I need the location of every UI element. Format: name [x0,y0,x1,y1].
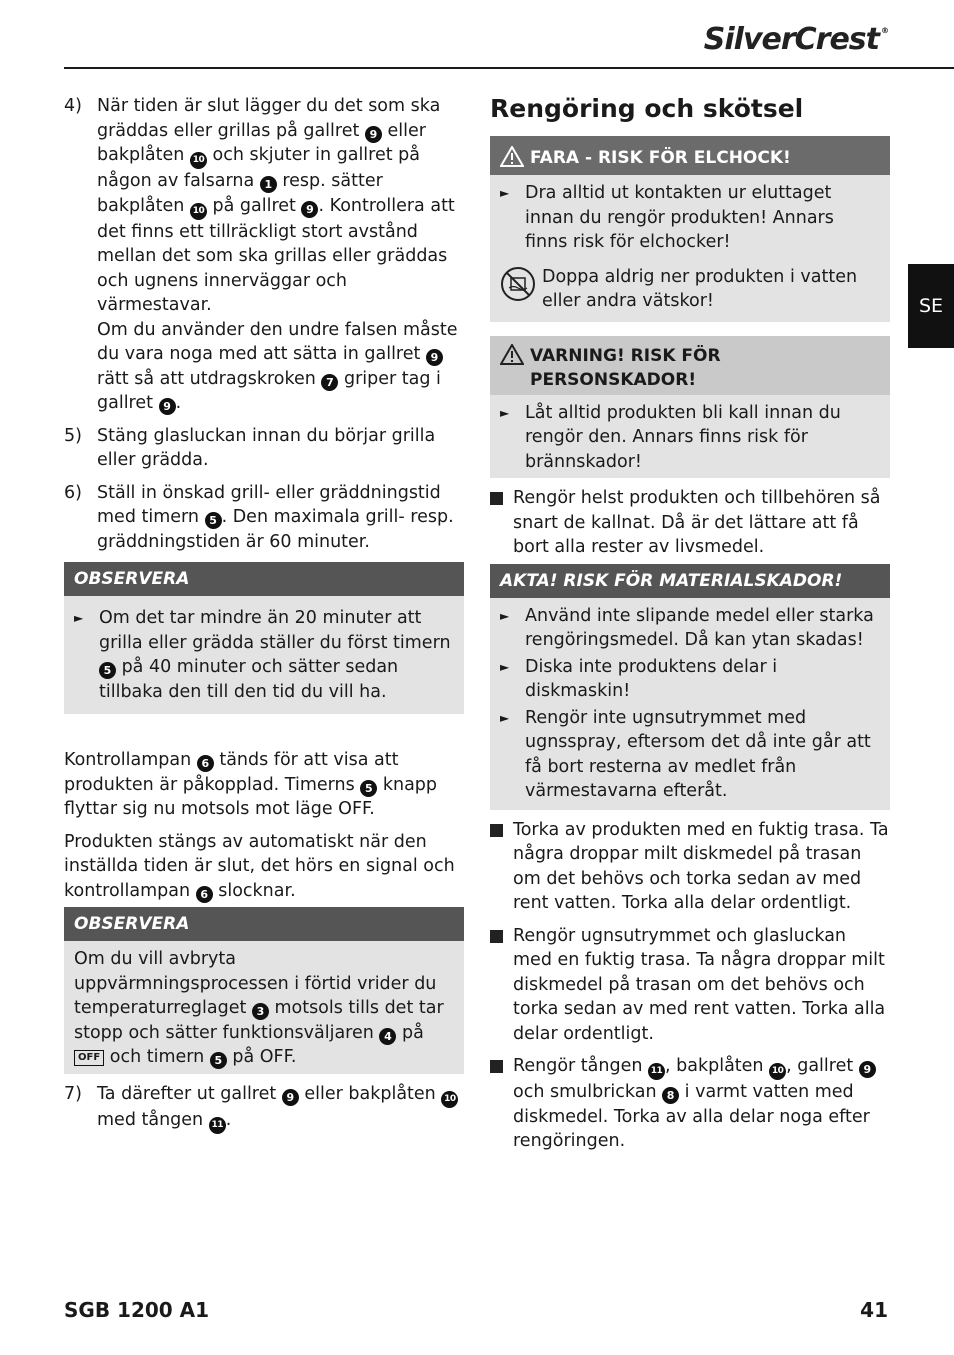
ref-10: 10 [190,203,207,220]
cleaning-instruction: Rengör helst produkten och tillbehören så snart de kallnat. Då är det lättare att få bort alla rester av livsmedel. [490,486,890,560]
cleaning-instruction: Torka av produkten med en fuktig trasa. Ta några droppar milt diskmedel på trasan om det behövs och torka sedan av med rent vatten. Torka alla delar ordentligt. [490,818,890,916]
ref-10: 10 [769,1063,786,1080]
step-number: 5) [64,425,82,446]
ref-9: 9 [365,126,382,143]
step-7-text: Ta därefter ut gallret 9 eller bakplåten 10 med tången 11 . [97,1082,464,1134]
language-tab: SE [908,264,954,348]
step-6-text: Ställ in önskad grill- eller gräddningstid med timern 5 . Den maximala grill- resp. gräddningstiden är 60 minuter. [97,482,454,552]
ref-9: 9 [159,398,176,415]
step-number: 4) [64,96,82,116]
square-bullet-icon [490,486,513,560]
danger-item: Doppa aldrig ner produkten i vatten eller andra vätskor! [500,265,880,314]
cleaning-instruction: Rengör ugnsutrymmet och glasluckan med en fuktig trasa. Ta några droppar milt diskmedel på trasan om det behövs och torka sedan av med rent vatten. Torka alla delar ordentligt. [490,924,890,1047]
note-box [64,562,464,714]
arrow-bullet-icon: ► [500,608,510,623]
caution-item: ► Diska inte produktens delar i diskmaskin! [500,655,880,704]
off-symbol-icon: OFF [74,1050,104,1066]
ref-5: 5 [205,512,222,529]
note-item: ► Om det tar mindre än 20 minuter att grilla eller grädda ställer du först timern 5 på 40 minuter och sätter sedan tillbaka den till den tid du vill ha. [74,606,454,704]
warning-box [490,336,890,479]
caution-title: AKTA! RISK FÖR MATERIALSKADOR! [490,564,890,598]
section-heading: Rengöring och skötsel [490,94,804,123]
ref-6: 6 [197,755,214,772]
warning-title: VARNING! RISK FÖR PERSONSKADOR! [530,345,721,390]
warning-triangle-icon [500,344,524,365]
page-number: 41 [860,1298,888,1322]
brand-logo: SilverCrest ® [703,22,888,57]
square-bullet-icon [490,924,513,1047]
danger-item: ► Dra alltid ut kontakten ur eluttaget innan du rengör produkten! Annars finns risk för elchocker! [500,181,880,255]
caution-item: ► Använd inte slipande medel eller starka rengöringsmedel. Då kan ytan skadas! [500,604,880,653]
square-bullet-icon [490,1054,513,1154]
ref-9: 9 [859,1061,876,1078]
ref-10: 10 [441,1091,458,1108]
header-rule [64,67,954,69]
ref-11: 11 [209,1117,226,1134]
warning-triangle-icon [500,146,524,167]
ref-9: 9 [426,349,443,366]
step-5 [64,424,464,473]
ref-11: 11 [648,1063,665,1080]
caution-box [490,564,890,810]
arrow-bullet-icon: ► [500,659,510,674]
ref-3: 3 [252,1003,269,1020]
ref-5: 5 [360,780,377,797]
ref-6: 6 [196,886,213,903]
step-7 [64,1082,464,1134]
note-title: OBSERVERA [64,562,464,596]
step-5-text: Stäng glasluckan innan du börjar grilla eller grädda. [97,425,436,470]
ref-1: 1 [260,176,277,193]
no-immersion-icon [500,266,536,302]
note-box [64,907,464,1074]
ref-7: 7 [321,374,338,391]
ref-8: 8 [662,1087,679,1104]
caution-item: ► Rengör inte ugnsutrymmet med ugnsspray, eftersom det då inte går att få bort resterna av medlet från värmestavarna efteråt. [500,706,880,804]
step-4-paragraph-1: När tiden är slut lägger du det som ska gräddas eller grillas på gallret 9 eller bakplåten 10 och skjuter in gallret på någon av falsarna 1 resp. sätter bakplåten 10 på gallret 9 . Kontrollera att det finns ett tillräckligt stort avstånd mellan det som ska grillas eller gräddas och ugnens innerväggar och värmestavar. [97,96,455,315]
arrow-bullet-icon: ► [500,405,510,420]
ref-5: 5 [99,662,116,679]
warning-title-bar [490,336,890,395]
arrow-bullet-icon: ► [500,710,510,725]
danger-box [490,136,890,322]
square-bullet-icon [490,818,513,916]
danger-title-bar [490,136,890,175]
ref-9: 9 [301,201,318,218]
step-4-paragraph-2: Om du använder den undre falsen måste du vara noga med att sätta in gallret 9 rätt så att utdragskroken 7 griper tag i gallret 9 . [97,319,458,413]
danger-title: FARA - RISK FÖR ELCHOCK! [530,148,791,168]
arrow-bullet-icon: ► [74,611,84,625]
paragraph-auto-off: Produkten stängs av automatiskt när den inställda tiden är slut, det hörs en signal och kontrollampan 6 slocknar. [64,831,455,901]
ref-9: 9 [282,1089,299,1106]
warning-item: ► Låt alltid produkten bli kall innan du rengör den. Annars finns risk för brännskador! [500,401,880,475]
step-number: 7) [64,1083,82,1104]
step-4 [64,94,464,416]
cleaning-instruction: Rengör tången 11 , bakplåten 10 , gallret 9 och smulbrickan 8 i varmt vatten med diskmedel. Torka av alla delar noga efter rengöringen. [490,1054,890,1154]
ref-5: 5 [210,1052,227,1069]
paragraph-indicator-lamp: Kontrollampan 6 tänds för att visa att produkten är påkopplad. Timerns 5 knapp flyttar sig nu motsols mot läge OFF. [64,750,438,819]
arrow-bullet-icon: ► [500,186,510,200]
step-6 [64,481,464,555]
step-number: 6) [64,482,82,503]
ref-4: 4 [379,1028,396,1045]
left-column [64,94,464,1142]
right-column [490,92,890,1162]
note-text: Om du vill avbryta uppvärmningsprocessen i förtid vrider du temperaturreglaget 3 motsols tills det tar stopp och sätter funktionsväljaren 4 på OFF och timern 5 på OFF. [74,949,444,1067]
model-number: SGB 1200 A1 [64,1298,210,1322]
ref-10: 10 [190,152,207,169]
note-title: OBSERVERA [64,907,464,941]
